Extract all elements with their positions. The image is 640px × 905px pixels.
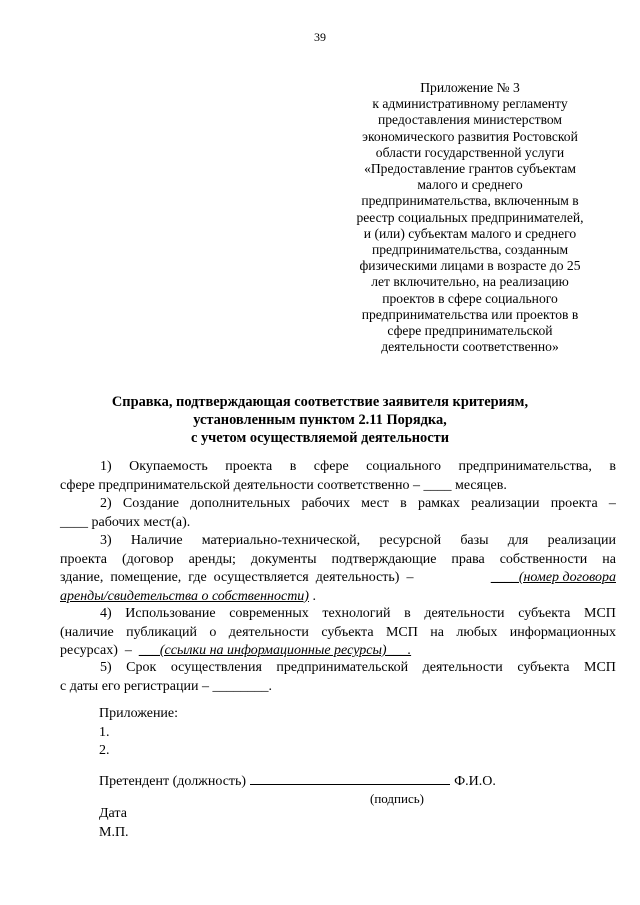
appendix-line: Приложение № 3 (420, 80, 520, 95)
date-label: Дата (99, 806, 127, 821)
appendix-line: сфере предпринимательской (387, 323, 553, 339)
word: аренды; (188, 551, 236, 567)
word: сфере (313, 459, 349, 474)
word: мест (361, 496, 389, 511)
word: в (400, 496, 407, 511)
word: проекта (550, 496, 598, 511)
word: проекта (60, 551, 107, 567)
word: дополнительных (190, 496, 291, 511)
appendix-line: области государственной услуги (375, 144, 565, 160)
title-line: Справка, подтверждающая соответствие заявителя критериям, (111, 394, 529, 410)
word: о (209, 624, 217, 640)
word: (наличие (60, 624, 114, 640)
word: подтверждающие (331, 551, 437, 567)
item-number: 4) (100, 606, 112, 621)
word: социального (366, 459, 441, 474)
word: права (451, 551, 485, 567)
text: здание, помещение, где осуществляется деятельность) – (60, 570, 414, 585)
document-title (60, 393, 580, 447)
ownership-document-placeholder: аренды/свидетельства о собственности) (60, 588, 309, 604)
appendix-line: предпринимательства или проектов в (361, 306, 579, 322)
signature-caption: (подпись) (370, 791, 424, 806)
word: ресурсной (379, 533, 442, 548)
criterion-line (60, 659, 616, 678)
word: технологий (322, 606, 391, 621)
word: рабочих (301, 496, 350, 511)
criterion-3 (60, 532, 616, 606)
criterion-line: ____ рабочих мест(а). (60, 514, 191, 530)
word: деятельности (422, 660, 503, 675)
word: предпринимательской (276, 660, 409, 675)
criterion-line (60, 495, 616, 514)
date-stamp-block (99, 805, 129, 842)
criterion-line (60, 605, 616, 624)
fio-label: Ф.И.О. (454, 774, 496, 789)
appendix-line: проектов в сфере социального (382, 290, 558, 306)
criterion-line (60, 532, 616, 551)
word: реализации (471, 496, 540, 511)
criterion-2 (60, 495, 616, 532)
applicant-label: Претендент (должность) (99, 774, 247, 789)
appendix-line: деятельности соответственно» (381, 339, 559, 355)
appendix-line: «Предоставление грантов субъектам (364, 161, 576, 177)
item-number: 2) (100, 496, 112, 511)
appendix-line: предпринимательства, включенным в (361, 193, 579, 209)
attachments-label: Приложение: (99, 706, 179, 721)
criterion-line (60, 551, 616, 570)
contract-number-placeholder: ____(номер договора (490, 570, 616, 585)
title-line: с учетом осуществляемой деятельности (191, 430, 449, 446)
word: Окупаемость (129, 459, 208, 474)
appendix-line: реестр социальных предпринимателей, (356, 209, 584, 225)
title-line: установленным пунктом 2.11 Порядка, (193, 412, 447, 428)
stamp-label: М.П. (99, 824, 129, 840)
appendix-header (320, 80, 620, 355)
criterion-1 (60, 458, 616, 495)
criterion-line (60, 624, 616, 643)
page-number: 39 (314, 30, 326, 44)
word: рамках (417, 496, 460, 511)
word: Создание (122, 496, 180, 511)
word: документы (250, 551, 317, 567)
word: деятельности (228, 624, 309, 640)
word: – (608, 496, 616, 511)
word: МСП (385, 624, 418, 640)
word: в (289, 459, 297, 474)
criterion-5 (60, 659, 616, 696)
word: информационных (509, 624, 616, 640)
word: для (507, 533, 529, 548)
text: . (308, 588, 316, 604)
appendix-line: предпринимательства, созданным (371, 242, 569, 258)
text: ресурсах) – (60, 643, 132, 658)
criterion-line (60, 642, 616, 661)
word: современных (229, 606, 309, 621)
word: на (430, 624, 444, 640)
item-number: 3) (100, 533, 112, 548)
word: любых (456, 624, 498, 640)
word: (договор (121, 551, 174, 567)
item-number: 1) (100, 459, 112, 474)
attachment-item: 2. (99, 743, 110, 758)
word: на (602, 551, 616, 567)
word: материально-технической, (201, 533, 361, 548)
word: Срок (126, 660, 157, 675)
word: собственности (499, 551, 588, 567)
appendix-line: физическими лицами в возрасте до 25 (359, 258, 581, 274)
word: субъекта (321, 624, 374, 640)
word: предпринимательства, (458, 459, 592, 474)
appendix-line: малого и среднего (417, 177, 523, 193)
word: базы (460, 533, 489, 548)
word: Наличие (130, 533, 183, 548)
appendix-line: предоставления министерством (377, 112, 563, 128)
signature-row (99, 771, 496, 792)
criterion-4 (60, 605, 616, 661)
word: осуществления (170, 660, 262, 675)
word: в (404, 606, 411, 621)
word: в (609, 459, 616, 474)
criterion-line (60, 458, 616, 477)
attachments-block (99, 705, 178, 761)
word: публикаций (126, 624, 197, 640)
appendix-line: к административному регламенту (372, 96, 568, 112)
appendix-line: и (или) субъектам малого и среднего (363, 225, 577, 241)
resource-links-placeholder: ___(ссылки на информационные ресурсы)___. (138, 643, 412, 658)
signature-line (250, 771, 450, 785)
word: МСП (584, 606, 616, 621)
appendix-line: экономического развития Ростовской (362, 128, 578, 144)
word: реализации (547, 533, 616, 548)
word: Использование (125, 606, 216, 621)
criterion-line (60, 588, 616, 607)
attachment-item: 1. (99, 724, 110, 740)
criterion-line: с даты его регистрации – ________. (60, 678, 272, 694)
criterion-line: сфере предпринимательской деятельности соответственно – ____ месяцев. (60, 477, 507, 493)
word: субъекта (517, 660, 570, 675)
word: субъекта (518, 606, 571, 621)
criterion-line (60, 569, 616, 588)
word: деятельности (424, 606, 505, 621)
appendix-line: лет включительно, на реализацию (371, 274, 569, 290)
word: проекта (225, 459, 273, 474)
word: МСП (584, 660, 616, 675)
item-number: 5) (100, 660, 112, 675)
